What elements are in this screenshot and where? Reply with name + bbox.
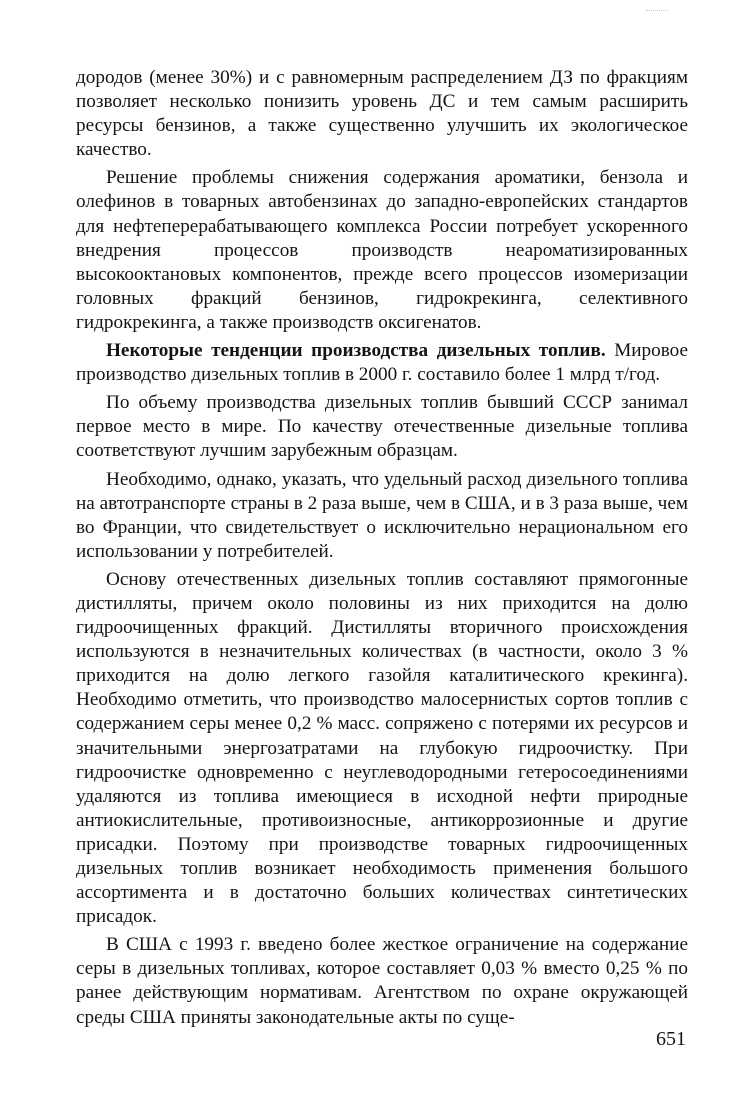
paragraph xyxy=(76,568,688,929)
paragraph xyxy=(76,391,688,463)
paragraph-text: дородов (менее 30%) и с равномерным распределением ДЗ по фракциям позволяет несколько понизить уровень ДС и тем самым расширить ресурсы бензинов, а также существенно улучшить их экологическое качество. xyxy=(76,67,688,161)
paragraph-text: По объему производства дизельных топлив бывший СССР занимал первое место в мире. По качеству отечественные дизельные топлива соответствуют лучшим зарубежным образцам. xyxy=(76,392,688,462)
paragraph xyxy=(76,166,688,335)
section-heading: Некоторые тенденции производства дизельных топлив. xyxy=(106,340,606,362)
page-number: 651 xyxy=(656,1028,686,1050)
paragraph xyxy=(76,339,688,387)
paragraph-text: Основу отечественных дизельных топлив составляют прямогонные дистилляты, причем около половины из них приходится на долю гидроочищенных фракций. Дистилляты вторичного происхождения используются в незначительных количествах (в частности, около 3 % приходится на долю легкого газойля каталитического крекинга). Необходимо отметить, что производство малосернистых сортов топлив с содержанием серы менее 0,2 % масс. сопряжено с потерями их ресурсов и значительными энергозатратами на глубокую гидроочистку. При гидроочистке одновременно с неуглеводородными гетеросоединениями удаляются из топлива имеющиеся в исходной нефти природные антиокислительные, противоизносные, антикоррозионные и другие присадки. Поэтому при производстве товарных гидроочищенных дизельных топлив возникает необходимость применения большого ассортимента и в достаточно больших количествах синтетических присадок. xyxy=(76,568,688,928)
paragraph-text: Решение проблемы снижения содержания ароматики, бензола и олефинов в товарных автобензинах до западно-европейских стандартов для нефтеперерабатывающего комплекса России потребует ускоренного внедрения процессов производств неароматизированных высокооктановых компонентов, прежде всего процессов изомеризации головных фракций бензинов, гидрокрекинга, селективного гидрокрекинга, а также производств оксигенатов. xyxy=(76,167,688,333)
paragraph-text: Мировое производство дизельных топлив в 2000 г. составило более 1 млрд т/год. xyxy=(76,340,689,386)
paragraph xyxy=(76,933,688,1029)
paragraph xyxy=(76,468,688,564)
paragraph-text: В США с 1993 г. введено более жесткое ограничение на содержание серы в дизельных топливах, которое составляет 0,03 % вместо 0,25 % по ранее действующим нормативам. Агентством по охране окружающей среды США приняты законодательные акты по суще- xyxy=(76,934,688,1028)
scan-artifact xyxy=(646,10,668,12)
paragraph xyxy=(76,66,688,162)
body-text xyxy=(76,66,688,1030)
paragraph-text: Необходимо, однако, указать, что удельный расход дизельного топлива на автотранспорте страны в 2 раза выше, чем в США, и в 3 раза выше, чем во Франции, что свидетельствует о исключительно нерациональном его использовании у потребителей. xyxy=(76,468,688,562)
